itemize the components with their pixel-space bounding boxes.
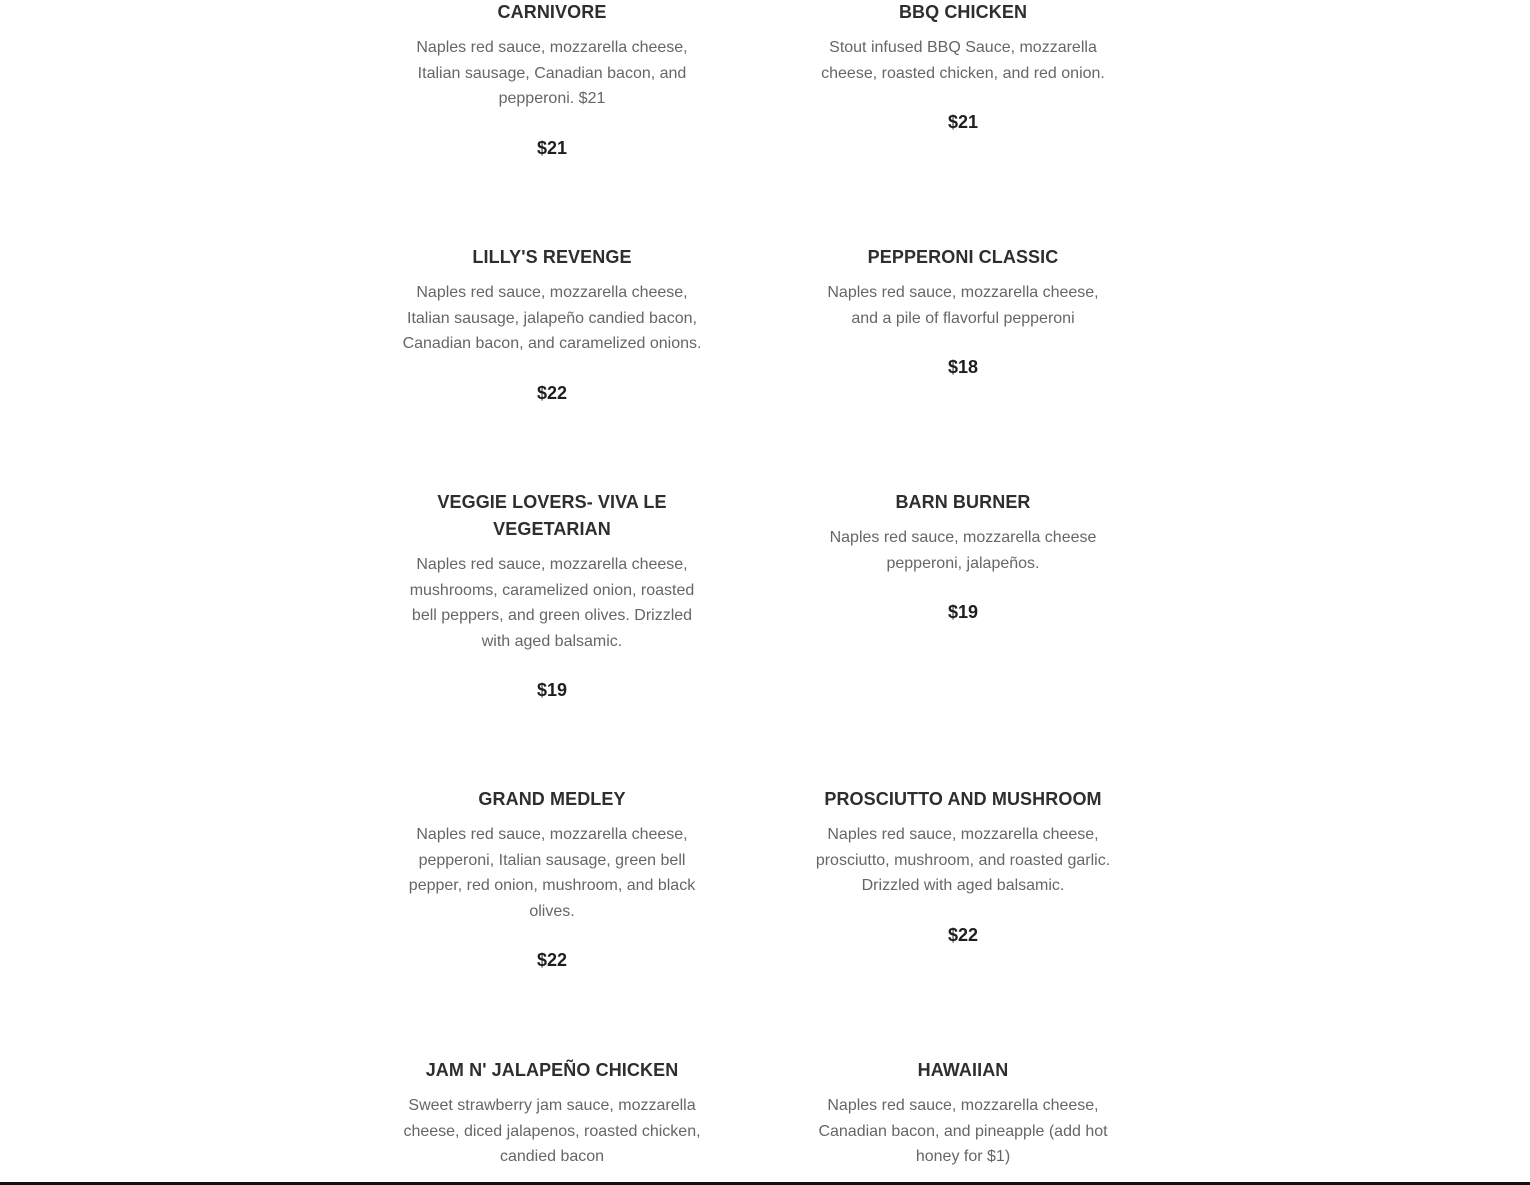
menu-item-description: Naples red sauce, mozzarella cheese pepperoni, jalapeños.: [829, 529, 1097, 572]
menu-item-price: $22: [947, 924, 979, 945]
menu-item-carnivore: [402, 0, 702, 162]
menu-item-price: $18: [947, 357, 979, 378]
menu-item-bbq-chicken: [813, 0, 1113, 136]
menu-item-price: $22: [536, 382, 568, 403]
menu-item-name: VEGGIE LOVERS- VIVA LE VEGETARIAN: [437, 492, 667, 539]
menu-item-name: HAWAIIAN: [917, 1060, 1009, 1080]
menu-item-barn-burner: [813, 489, 1113, 626]
menu-item-pepperoni-classic: [813, 244, 1113, 381]
menu-item-name: PEPPERONI CLASSIC: [867, 247, 1059, 267]
menu-item-jam-jalapeno-chicken: [402, 1057, 702, 1170]
menu-item-price: $21: [536, 137, 568, 158]
menu-item-lillys-revenge: [402, 244, 702, 407]
menu-item-name: LILLY'S REVENGE: [472, 247, 632, 267]
menu-item-price: $22: [536, 950, 568, 971]
menu-item-description: Naples red sauce, mozzarella cheese, and a pile of flavorful pepperoni: [827, 284, 1099, 327]
menu-item-name: GRAND MEDLEY: [478, 789, 626, 809]
menu-item-name: JAM N' JALAPEÑO CHICKEN: [425, 1060, 679, 1080]
menu-item-grand-medley: [402, 786, 702, 974]
menu-item-name: CARNIVORE: [497, 2, 607, 22]
menu-item-description: Naples red sauce, mozzarella cheese, mushrooms, caramelized onion, roasted bell peppers, and green olives. Drizzled with aged balsamic.: [409, 556, 695, 650]
menu-item-description: Naples red sauce, mozzarella cheese, Canadian bacon, and pineapple (add hot honey for $1): [818, 1097, 1108, 1166]
menu-item-description: Naples red sauce, mozzarella cheese, Italian sausage, Canadian bacon, and pepperoni. $21: [416, 39, 688, 108]
menu-item-price: $21: [947, 112, 979, 133]
menu-item-hawaiian: [813, 1057, 1113, 1170]
menu-item-description: Naples red sauce, mozzarella cheese, pepperoni, Italian sausage, green bell pepper, red onion, mushroom, and black olives.: [408, 826, 696, 920]
menu-item-price: $19: [536, 680, 568, 701]
menu-item-name: BARN BURNER: [895, 492, 1031, 512]
menu-item-description: Stout infused BBQ Sauce, mozzarella cheese, roasted chicken, and red onion.: [821, 39, 1105, 82]
menu-item-description: Naples red sauce, mozzarella cheese, Italian sausage, jalapeño candied bacon, Canadian bacon, and caramelized onions.: [402, 284, 702, 353]
menu-item-description: Sweet strawberry jam sauce, mozzarella cheese, diced jalapenos, roasted chicken, candied bacon: [403, 1097, 701, 1166]
menu-item-name: PROSCIUTTO AND MUSHROOM: [824, 789, 1102, 809]
menu-item-description: Naples red sauce, mozzarella cheese, prosciutto, mushroom, and roasted garlic. Drizzled with aged balsamic.: [815, 826, 1111, 895]
menu-item-prosciutto-mushroom: [813, 786, 1113, 949]
menu-item-name: BBQ CHICKEN: [898, 2, 1028, 22]
menu-item-veggie-lovers: [402, 489, 702, 704]
menu-item-price: $19: [947, 602, 979, 623]
